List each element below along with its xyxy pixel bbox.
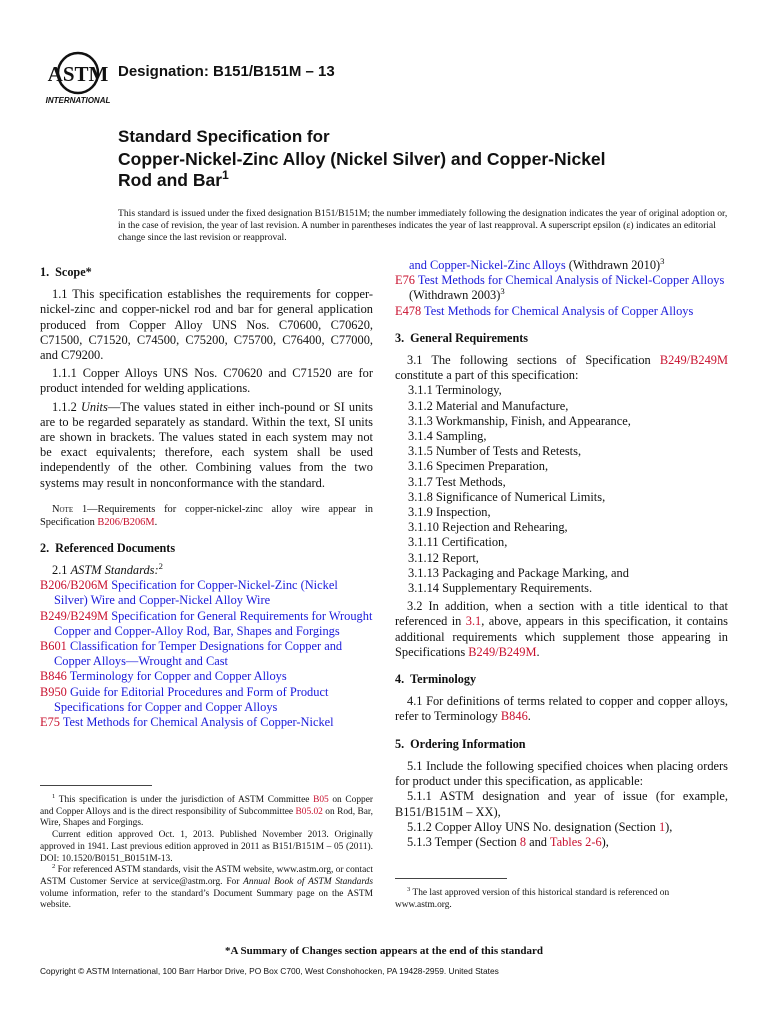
general-requirement-item: 3.1.3 Workmanship, Finish, and Appearance, (408, 413, 631, 428)
footnote-divider-right (395, 878, 507, 879)
footnote-divider (40, 785, 152, 786)
summary-of-changes-note: *A Summary of Changes section appears at the end of this standard (224, 945, 544, 957)
general-requirement-item: 3.1.2 Material and Manufacture, (408, 398, 569, 413)
reference-item[interactable] (40, 669, 373, 684)
reference-code-link[interactable]: B846 (40, 669, 67, 684)
reference-title-link[interactable]: Terminology for Copper and Copper Alloys (69, 669, 287, 684)
footnote-3: $^3$ The last approved version of this historical standard is referenced on www.astm.org. (395, 885, 670, 910)
reference-item[interactable] (40, 609, 373, 639)
title-line-1: Standard Specification for (118, 127, 330, 146)
right-column (395, 255, 728, 850)
general-requirement-item: 3.1.10 Rejection and Rehearing, (408, 520, 568, 535)
general-requirement-item: 3.1.11 Certification, (408, 535, 508, 550)
reference-item-e75[interactable]: E75 Test Methods for Chemical Analysis of Copper-Nickel (40, 715, 334, 730)
link-section-3-1[interactable]: 3.1 (465, 614, 482, 629)
general-requirement-item: 3.1.9 Inspection, (408, 505, 491, 520)
paragraph-5-1-3: 5.1.3 Temper (Section 8 and Tables 2-6), (407, 834, 609, 849)
section-heading-ordering: 5. Ordering Information (395, 736, 526, 751)
general-requirement-item: 3.1.5 Number of Tests and Retests, (408, 444, 582, 459)
paragraph-1-1: 1.1 This specification establishes the requirements for copper-nickel-zinc and copper-nickel rod and bar for general application produced from Copper Alloy UNS Nos. C70600, C70620, C71500, C71520, C74500, C75200, C75700, C76400, C77000, and C79200. (40, 287, 373, 363)
reference-item-e76[interactable]: E76 Test Methods for Chemical Analysis of Nickel-Copper Alloys (Withdrawn 2003)$^3$ (395, 273, 725, 303)
logo-letters: ASTM (47, 62, 109, 86)
reference-item[interactable] (40, 639, 373, 669)
paragraph-5-1-2: 5.1.2 Copper Alloy UNS No. designation (Section 1), (407, 819, 673, 834)
general-requirement-item: 3.1.12 Report, (408, 550, 479, 565)
footnote-1: $^1$ This specification is under the jurisdiction of ASTM Committee B05 on Copper and Copper Alloys and is the direct responsibility of Subcommittee B05.02 on Rod, Bar, Wire, Shapes and Forgings. (40, 792, 373, 829)
left-column (40, 265, 373, 730)
reference-code-link[interactable]: B601 (40, 639, 67, 654)
paragraph-4-1: 4.1 For definitions of terms related to copper and copper alloys, refer to Terminology B846. (395, 694, 728, 724)
reference-item[interactable] (40, 578, 373, 608)
copyright-line: Copyright © ASTM International, 100 Barr Harbor Drive, PO Box C700, West Conshohocken, PA 19428-2959. United States (40, 966, 499, 976)
note-1: Note 1—Requirements for copper-nickel-zinc alloy wire appear in Specification B206/B206M. (40, 503, 373, 528)
link-section-1[interactable]: 1 (658, 819, 666, 834)
designation: Designation: B151/B151M – 13 (118, 63, 335, 80)
section-heading-scope: 1. Scope* (40, 265, 92, 279)
reference-code-link[interactable]: B206/B206M (40, 578, 109, 593)
reference-code-link[interactable]: B950 (40, 684, 67, 699)
reference-code-link[interactable]: B249/B249M (40, 608, 109, 623)
link-b05-02[interactable]: B05.02 (295, 806, 323, 817)
paragraph-5-1-1: 5.1.1 ASTM designation and year of issue (for example, B151/B151M – XX), (395, 789, 728, 819)
section-heading-terminology: 4. Terminology (395, 672, 477, 687)
logo-subtext: INTERNATIONAL (45, 96, 111, 105)
reference-title-link[interactable]: Classification for Temper Designations for Copper and Copper Alloys—Wrought and Cast (54, 639, 343, 669)
title-footnote-mark: 1 (222, 168, 229, 183)
title-line-2b: Rod and Bar (118, 170, 223, 190)
document-title (118, 127, 678, 191)
link-section-8[interactable]: 8 (519, 834, 527, 849)
section-heading-general: 3. General Requirements (395, 330, 529, 345)
general-requirement-item: 3.1.6 Specimen Preparation, (408, 459, 549, 474)
link-tables-2-6[interactable]: Tables 2-6 (549, 834, 602, 849)
reference-title-link[interactable]: Specification for General Requirements for Wrought Copper and Copper-Alloy Rod, Bar, Shapes and Forgings (54, 608, 373, 638)
issuance-statement: This standard is issued under the fixed designation B151/B151M; the number immediately following the designation indicates the year of original adoption or, in the case of revision, the year of last revision. A number in parentheses indicates the year of last reapproval. A superscript epsilon (ε) indicates an editorial change since the last revision or reapproval. (118, 208, 728, 243)
reference-list (40, 578, 373, 715)
general-requirement-item: 3.1.8 Significance of Numerical Limits, (408, 489, 606, 504)
paragraph-3-2: 3.2 In addition, when a section with a title identical to that referenced in 3.1, above, appears in this specification, it contains additional requirements which supplement those appearing in Specifications B249/B249M. (395, 599, 728, 659)
paragraph-1-1-2: 1.1.2 Units—The values stated in either inch-pound or SI units are to be regarded separately as standard. Within the text, SI units are shown in brackets. The values stated in each system may not be exact equivalents; therefore, each system shall be used independently of the other. Combining values from the two systems may result in nonconformance with the standard. (40, 399, 373, 490)
paragraph-1-1-1: 1.1.1 Copper Alloys UNS Nos. C70620 and C71520 are for product intended for welding applications. (40, 366, 373, 396)
title-line-2 (118, 149, 678, 191)
title-line-2a: Copper-Nickel-Zinc Alloy (Nickel Silver) and Copper-Nickel (118, 149, 606, 169)
astm-logo (44, 48, 112, 106)
general-requirement-item: 3.1.1 Terminology, (408, 383, 502, 398)
paragraph-3-1: 3.1 The following sections of Specification B249/B249M constitute a part of this specification: (395, 353, 728, 383)
footnote-2: $^2$ For referenced ASTM standards, visit the ASTM website, www.astm.org, or contact ASTM Customer Service at service@astm.org. For Annual Book of ASTM Standards volume information, refer to the standard’s Document Summary page on the ASTM website. (40, 863, 373, 911)
general-requirement-item: 3.1.7 Test Methods, (408, 474, 506, 489)
reference-title-link[interactable]: Guide for Editorial Procedures and Form of Product Specifications for Copper and Copper Alloys (54, 684, 329, 714)
note-link-b206[interactable]: B206/B206M (97, 516, 155, 528)
general-requirement-item: 3.1.4 Sampling, (408, 429, 487, 444)
subheading-astm-standards: 2.1 ASTM Standards:$^2$ (52, 560, 163, 578)
reference-item-e75-cont[interactable]: and Copper-Nickel-Zinc Alloys (Withdrawn 2010)$^3$ (409, 255, 665, 272)
link-b249[interactable]: B249/B249M (659, 353, 728, 368)
general-requirement-item: 3.1.13 Packaging and Package Marking, and (408, 565, 629, 580)
link-b846[interactable]: B846 (500, 709, 528, 724)
paragraph-5-1: 5.1 Include the following specified choices when placing orders for product under this specification, as applicable: (395, 758, 728, 789)
section-heading-referenced: 2. Referenced Documents (40, 540, 176, 555)
footnote-1-edition: Current edition approved Oct. 1, 2013. Published November 2013. Originally approved in 1941. Last previous edition approved in 2011 as B151/B151M – 05 (2011). DOI: 10.1520/B0151_B0151M-13. (40, 830, 373, 864)
reference-title-link[interactable]: Specification for Copper-Nickel-Zinc (Nickel Silver) Wire and Copper-Nickel Alloy Wire (54, 578, 338, 608)
link-b05[interactable]: B05 (313, 795, 329, 805)
reference-item-e478[interactable]: E478 Test Methods for Chemical Analysis of Copper Alloys (395, 303, 694, 318)
general-requirements-list (395, 383, 728, 596)
footnotes-left (40, 792, 373, 912)
reference-item[interactable] (40, 685, 373, 715)
link-b249-2[interactable]: B249/B249M (468, 644, 537, 659)
general-requirement-item: 3.1.14 Supplementary Requirements. (408, 581, 593, 596)
